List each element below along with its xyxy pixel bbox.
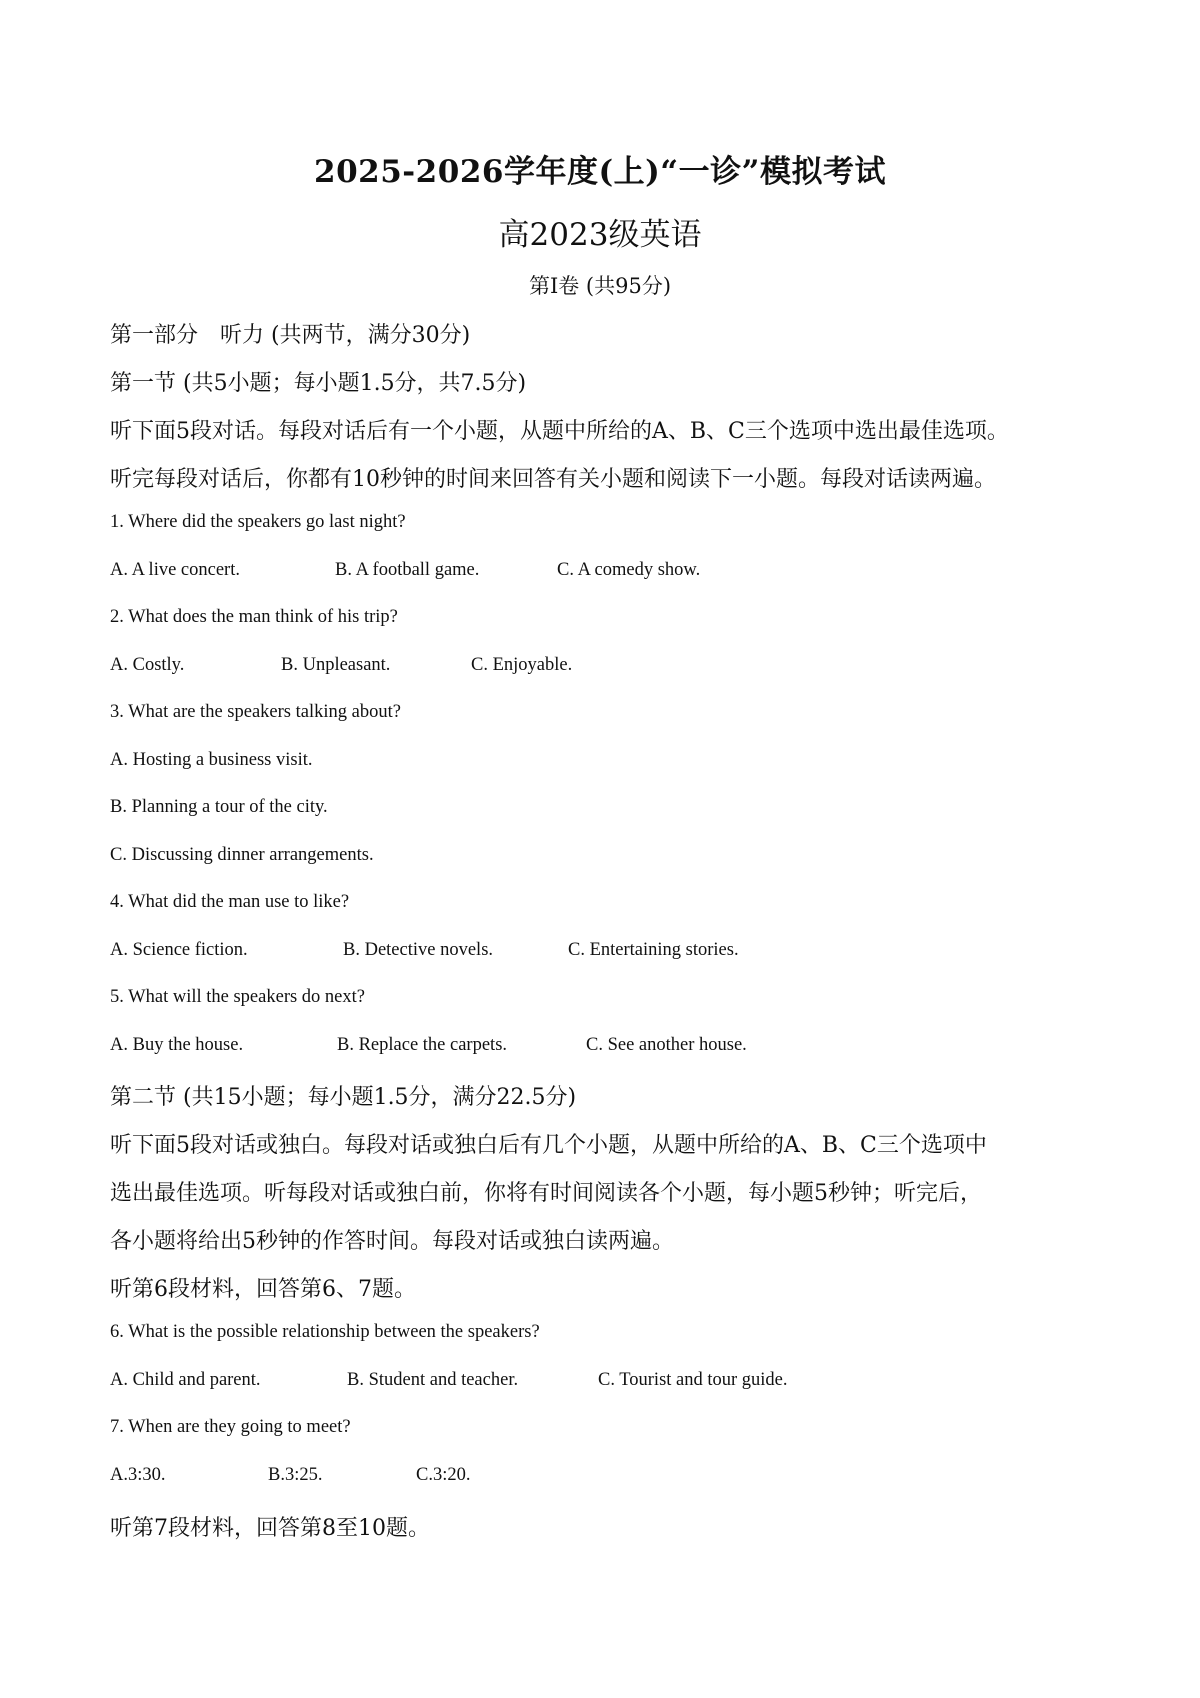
option-c: C. See another house.: [586, 1035, 747, 1055]
option-a: A. A live concert.: [110, 560, 240, 580]
section1-instruction: 听下面5段对话。每段对话后有一个小题，从题中所给的A、B、C三个选项中选出最佳选项。: [110, 419, 1009, 444]
section2-instruction: 选出最佳选项。听每段对话或独白前，你将有时间阅读各个小题，每小题5秒钟；听完后，: [110, 1181, 983, 1206]
option-a: A. Buy the house.: [110, 1035, 244, 1055]
option-b: B. Student and teacher.: [347, 1370, 519, 1390]
question-7: 7. When are they going to meet?: [110, 1417, 351, 1437]
option-c: C. A comedy show.: [557, 560, 701, 580]
section2-instruction: 各小题将给出5秒钟的作答时间。每段对话或独白读两遍。: [110, 1229, 674, 1254]
option-a: A.3:30.: [110, 1465, 166, 1485]
material-7-heading: 听第7段材料，回答第8至10题。: [110, 1516, 430, 1541]
option-c: C. Enjoyable.: [471, 655, 573, 675]
option-c: C.3:20.: [416, 1465, 471, 1485]
option-a: A. Science fiction.: [110, 940, 248, 960]
section1-heading: 第一节 (共5小题；每小题1.5分，共7.5分): [110, 371, 527, 396]
option-b: B. Detective novels.: [343, 940, 494, 960]
volume-heading: 第Ⅰ卷 (共95分): [528, 274, 672, 298]
option-b: B. A football game.: [335, 560, 480, 580]
option-b: B. Planning a tour of the city.: [110, 797, 328, 817]
section1-instruction: 听完每段对话后，你都有10秒钟的时间来回答有关小题和阅读下一小题。每段对话读两遍。: [110, 467, 996, 492]
option-a: A. Hosting a business visit.: [110, 750, 313, 770]
option-c: C. Entertaining stories.: [568, 940, 739, 960]
question-2: 2. What does the man think of his trip?: [110, 607, 398, 627]
exam-title: 2025-2026学年度(上)“一诊”模拟考试: [314, 154, 886, 190]
part1-heading: 第一部分 听力 (共两节，满分30分): [110, 323, 471, 348]
question-6: 6. What is the possible relationship between the speakers?: [110, 1322, 540, 1342]
question-1: 1. Where did the speakers go last night?: [110, 512, 406, 532]
option-a: A. Child and parent.: [110, 1370, 261, 1390]
material-6-heading: 听第6段材料，回答第6、7题。: [110, 1277, 416, 1302]
option-c: C. Discussing dinner arrangements.: [110, 845, 374, 865]
option-c: C. Tourist and tour guide.: [598, 1370, 788, 1390]
section2-instruction: 听下面5段对话或独白。每段对话或独白后有几个小题，从题中所给的A、B、C三个选项中: [110, 1133, 987, 1158]
question-4: 4. What did the man use to like?: [110, 892, 350, 912]
question-5: 5. What will the speakers do next?: [110, 987, 365, 1007]
option-a: A. Costly.: [110, 655, 185, 675]
option-b: B. Replace the carpets.: [337, 1035, 508, 1055]
section2-heading: 第二节 (共15小题；每小题1.5分，满分22.5分): [110, 1085, 577, 1110]
question-3: 3. What are the speakers talking about?: [110, 702, 401, 722]
option-b: B.3:25.: [268, 1465, 323, 1485]
exam-subtitle: 高2023级英语: [498, 217, 702, 253]
option-b: B. Unpleasant.: [281, 655, 391, 675]
